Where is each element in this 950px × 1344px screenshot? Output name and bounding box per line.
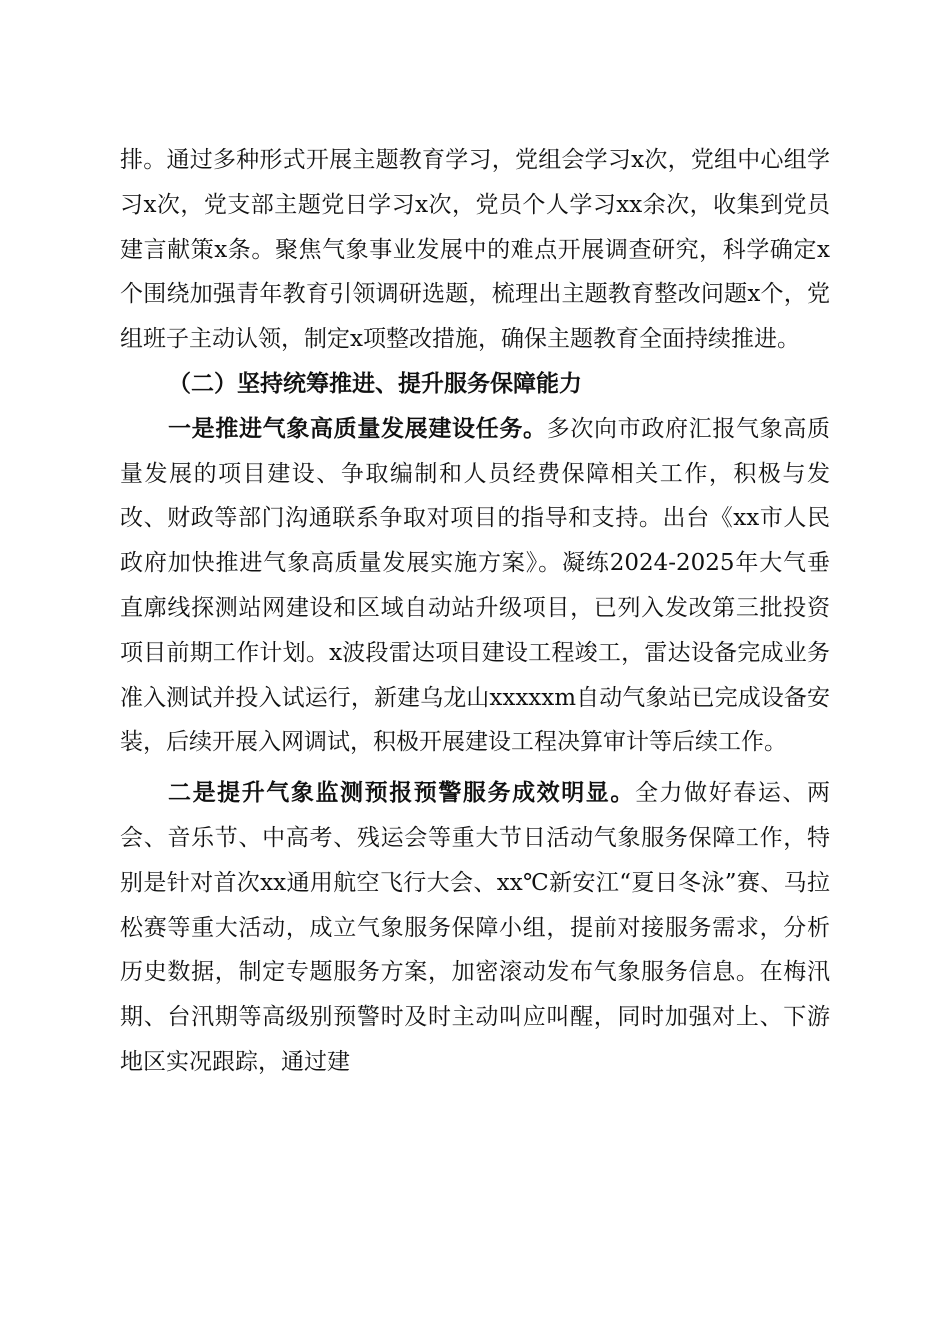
paragraph-continuation: 排。通过多种形式开展主题教育学习，党组会学习x次，党组中心组学习x次，党支部主题党日学习x次，党员个人学习xx余次，收集到党员建言献策x条。聚焦气象事业发展中的难点开展调查研究，科学确定x个围绕加强青年教育引领调研选题，梳理出主题教育整改问题x个，党组班子主动认领，制定x项整改措施，确保主题教育全面持续推进。	[120, 147, 830, 353]
paragraph-forecast-services	[120, 771, 830, 1085]
paragraph-text: 全力做好春运、两会、音乐节、中高考、残运会等重大节日活动气象服务保障工作，特别是针对首次xx通用航空飞行大会、xx℃新安江“夏日冬泳”赛、马拉松赛等重大活动，成立气象服务保障小组，提前对接服务需求，分析历史数据，制定专题服务方案，加密滚动发布气象服务信息。在梅汛期、台汛期等高级别预警时及时主动叫应叫醒，同时加强对上、下游地区实况跟踪，通过建	[120, 780, 831, 1075]
paragraph-text: 多次向市政府汇报气象高质量发展的项目建设、争取编制和人员经费保障相关工作，积极与发改、财政等部门沟通联系争取对项目的指导和支持。出台《xx市人民政府加快推进气象高质量发展实施方案》。凝练2024-2025年大气垂直廓线探测站网建设和区域自动站升级项目，已列入发改第三批投资项目前期工作计划。x波段雷达项目建设工程竣工，雷达设备完成业务准入测试并投入试运行，新建乌龙山xxxxxm自动气象站已完成设备安装，后续开展入网调试，积极开展建设工程决算审计等后续工作。	[120, 415, 831, 756]
paragraph-lead: 一是推进气象高质量发展建设任务。	[168, 414, 547, 442]
section-heading: （二）坚持统筹推进、提升服务保障能力	[168, 369, 582, 397]
paragraph-construction-tasks	[120, 407, 830, 765]
document-body	[120, 138, 830, 1085]
paragraph-lead: 二是提升气象监测预报预警服务成效明显。	[168, 779, 635, 807]
